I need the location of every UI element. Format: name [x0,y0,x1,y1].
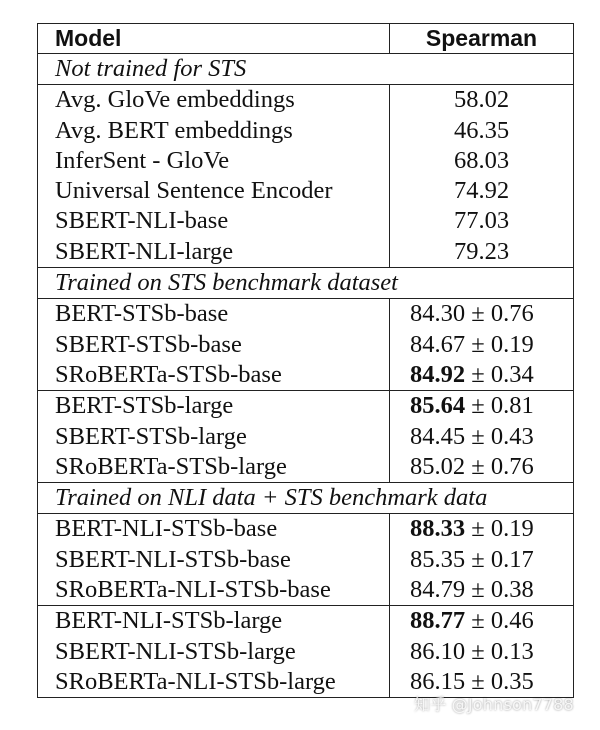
model-name-cell: Universal Sentence Encoder [38,176,390,206]
spearman-score-cell [390,360,574,391]
model-name-cell: BERT-STSb-base [38,299,390,330]
spearman-score-cell [390,606,574,637]
score-value: 86.15 ± 0.35 [410,667,534,695]
spearman-score-cell [390,575,574,606]
table-header-row [38,24,574,54]
spearman-score-cell [390,237,574,268]
score-value: 84.45 ± 0.43 [410,422,534,450]
score-value: 84.67 ± 0.19 [410,330,534,358]
column-header-model: Model [38,24,390,54]
section-header-row [38,54,574,85]
score-value: ± 0.46 [465,607,534,635]
model-name-cell: SBERT-STSb-large [38,422,390,452]
score-value: 85.02 ± 0.76 [410,452,534,480]
model-name-cell: SRoBERTa-STSb-large [38,452,390,483]
section-header-row [38,483,574,514]
score-value: 58.02 [453,86,510,114]
spearman-score-cell [390,146,574,176]
table-row [38,452,574,483]
spearman-score-cell [390,116,574,146]
section-header-row [38,268,574,299]
spearman-score-cell [390,85,574,116]
model-name-cell: Avg. BERT embeddings [38,116,390,146]
table-row [38,545,574,575]
best-score-value: 84.92 [410,360,466,388]
table-row [38,637,574,667]
section-title: Trained on STS benchmark dataset [38,268,574,299]
score-value: 84.79 ± 0.38 [410,576,534,604]
model-name-cell: SRoBERTa-STSb-base [38,360,390,391]
spearman-score-cell [390,299,574,330]
table-row [38,575,574,606]
score-value: 77.03 [453,207,510,235]
model-name-cell: InferSent - GloVe [38,146,390,176]
best-score-value: 88.77 [410,607,466,635]
spearman-score-cell [390,452,574,483]
model-name-cell: SBERT-NLI-base [38,206,390,236]
table-row [38,206,574,236]
watermark: 知乎 @Johnson7788 [414,695,574,714]
table-body [38,54,574,698]
spearman-score-cell [390,637,574,667]
table-row [38,330,574,360]
model-name-cell: SRoBERTa-NLI-STSb-base [38,575,390,606]
spearman-score-cell [390,176,574,206]
spearman-score-cell [390,330,574,360]
model-name-cell: SBERT-NLI-STSb-large [38,637,390,667]
score-value: 86.10 ± 0.13 [410,637,534,665]
best-score-value: 85.64 [410,392,466,420]
table-row [38,299,574,330]
score-value: 74.92 [453,177,510,205]
model-name-cell: BERT-NLI-STSb-large [38,606,390,637]
score-value: 79.23 [453,237,510,265]
best-score-value: 88.33 [410,515,466,543]
table-row [38,85,574,116]
model-name-cell: SRoBERTa-NLI-STSb-large [38,667,390,698]
model-name-cell: BERT-STSb-large [38,391,390,422]
model-name-cell: SBERT-NLI-large [38,237,390,268]
spearman-score-cell [390,206,574,236]
score-value: ± 0.19 [465,515,534,543]
section-title: Trained on NLI data + STS benchmark data [38,483,574,514]
score-value: ± 0.34 [465,360,534,388]
spearman-score-cell [390,391,574,422]
results-table-container [37,23,573,698]
score-value: 84.30 ± 0.76 [410,300,534,328]
score-value: 46.35 [453,116,510,144]
spearman-score-cell [390,545,574,575]
table-row [38,146,574,176]
spearman-score-cell [390,422,574,452]
section-title: Not trained for STS [38,54,574,85]
model-name-cell: SBERT-STSb-base [38,330,390,360]
table-row [38,514,574,545]
table-row [38,606,574,637]
column-header-spearman: Spearman [390,24,574,54]
table-row [38,360,574,391]
spearman-score-cell [390,514,574,545]
results-table [37,23,574,698]
score-value: 68.03 [453,146,510,174]
model-name-cell: Avg. GloVe embeddings [38,85,390,116]
model-name-cell: SBERT-NLI-STSb-base [38,545,390,575]
table-row [38,237,574,268]
table-row [38,116,574,146]
score-value: 85.35 ± 0.17 [410,545,534,573]
table-row [38,391,574,422]
score-value: ± 0.81 [465,392,534,420]
table-row [38,422,574,452]
table-row [38,176,574,206]
model-name-cell: BERT-NLI-STSb-base [38,514,390,545]
